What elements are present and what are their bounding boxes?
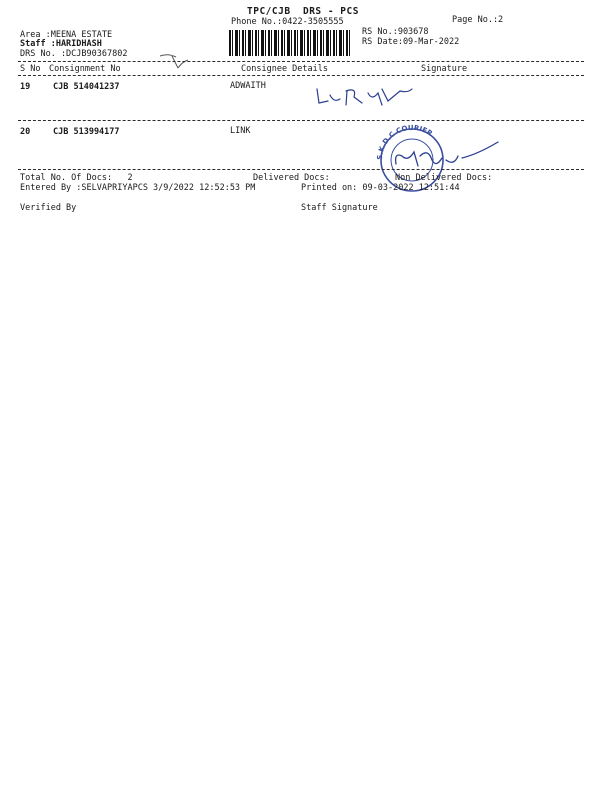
footer-rule	[18, 169, 584, 170]
stamp-text: S.K.D.C COURIER	[375, 123, 434, 161]
col-header-consignee: Consignee Details	[241, 64, 328, 74]
row-sno: 20	[20, 127, 31, 137]
page-number: Page No.:2	[452, 15, 504, 25]
drs-number: DRS No. :DCJB90367802	[20, 49, 128, 59]
row-divider	[18, 120, 584, 121]
col-header-consignment: Consignment No	[49, 64, 121, 74]
verified-by-label: Verified By	[20, 203, 77, 213]
area-label: Area :MEENA ESTATE	[20, 30, 113, 40]
recipient-signature	[312, 83, 422, 109]
rs-number: RS No.:903678	[362, 27, 429, 37]
header-rule-top	[18, 61, 584, 62]
phone-number: Phone No.:0422-3505555	[231, 17, 344, 27]
non-delivered-docs: Non Delivered Docs:	[395, 173, 493, 183]
row-consignee: LINK	[230, 126, 251, 136]
header-rule-bottom	[18, 75, 584, 76]
col-header-signature: Signature	[421, 64, 468, 74]
row-sno: 19	[20, 82, 31, 92]
row-consignment: CJB 513994177	[53, 127, 120, 137]
total-docs: Total No. Of Docs: 2	[20, 173, 133, 183]
rs-date: RS Date:09-Mar-2022	[362, 37, 460, 47]
col-header-sno: S No	[20, 64, 41, 74]
staff-signature-label: Staff Signature	[301, 203, 378, 213]
staff-label: Staff :HARIDHASH	[20, 39, 102, 49]
row-consignment: CJB 514041237	[53, 82, 120, 92]
delivered-docs: Delivered Docs:	[253, 173, 330, 183]
delivery-signature	[388, 138, 518, 178]
barcode	[229, 30, 351, 56]
row-consignee: ADWAITH	[230, 81, 266, 91]
document-title: TPC/CJB DRS - PCS	[247, 6, 359, 17]
entered-by: Entered By :SELVAPRIYAPCS 3/9/2022 12:52:53 PM	[20, 183, 256, 193]
printed-on: Printed on: 09-03-2022 12:51:44	[301, 183, 460, 193]
